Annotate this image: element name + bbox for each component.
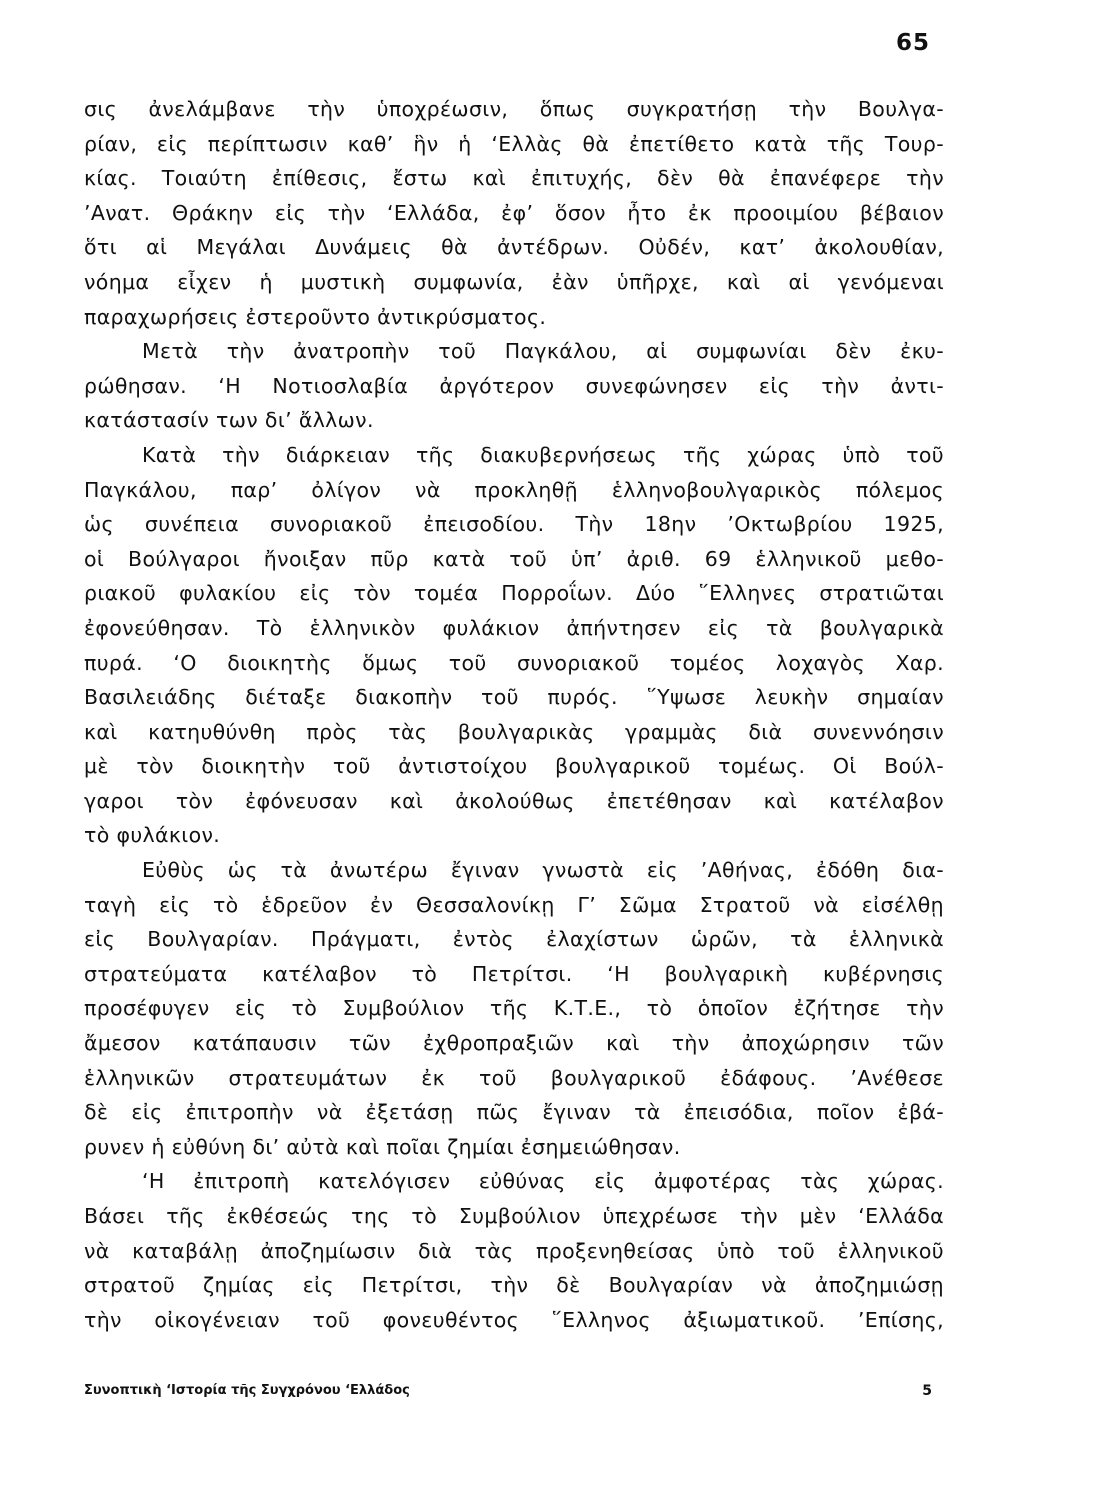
text-line: κίας. Τοιαύτη ἐπίθεσις, ἔστω καὶ ἐπιτυχής, δὲν θὰ ἐπανέφερε τὴν <box>84 166 944 191</box>
text-line: ὅτι αἱ Μεγάλαι Δυνάμεις θὰ ἀντέδρων. Οὐδέν, κατ’ ἀκολουθίαν, <box>84 235 944 260</box>
text-line: οἱ Βούλγαροι ἤνοιξαν πῦρ κατὰ τοῦ ὑπ’ ἀριθ. 69 ἑλληνικοῦ μεθο- <box>84 546 944 571</box>
text-line: δὲ εἰς ἐπιτροπὴν νὰ ἐξετάσῃ πῶς ἔγιναν τὰ ἐπεισόδια, ποῖον ἐβά- <box>84 1100 944 1125</box>
text-line: νὰ καταβάλῃ ἀποζημίωσιν διὰ τὰς προξενηθείσας ὑπὸ τοῦ ἑλληνικοῦ <box>84 1238 944 1263</box>
text-line: εἰς Βουλγαρίαν. Πράγματι, ἐντὸς ἐλαχίστων ὡρῶν, τὰ ἑλληνικὰ <box>84 927 944 952</box>
body-text <box>84 92 944 1337</box>
page-footer <box>84 1383 932 1399</box>
text-line: Βάσει τῆς ἐκθέσεώς της τὸ Συμβούλιον ὑπεχρέωσε τὴν μὲν ‘Ελλάδα <box>84 1204 944 1228</box>
text-line: ἑλληνικῶν στρατευμάτων ἐκ τοῦ βουλγαρικοῦ ἐδάφους. ’Ανέθεσε <box>84 1065 944 1090</box>
text-line: στρατεύματα κατέλαβον τὸ Πετρίτσι. ‘Η βουλγαρικὴ κυβέρνησις <box>84 961 944 986</box>
text-line: παραχωρήσεις ἐστεροῦντο ἀντικρύσματος. <box>84 304 547 329</box>
text-line: ὡς συνέπεια συνοριακοῦ ἐπεισοδίου. Τὴν 18ην ’Οκτωβρίου 1925, <box>84 512 944 537</box>
text-line: Κατὰ τὴν διάρκειαν τῆς διακυβερνήσεως τῆς χώρας ὑπὸ τοῦ <box>142 442 944 467</box>
text-line: ριακοῦ φυλακίου εἰς τὸν τομέα Πορροΐων. Δύο ῞Ελληνες στρατιῶται <box>84 581 944 606</box>
text-line: κατάστασίν των δι’ ἄλλων. <box>84 408 374 433</box>
text-line: νόημα εἶχεν ἡ μυστικὴ συμφωνία, ἐὰν ὑπῆρχε, καὶ αἱ γενόμεναι <box>84 269 944 294</box>
text-line: Παγκάλου, παρ’ ὀλίγον νὰ προκληθῇ ἑλληνοβουλγαρικὸς πόλεμος <box>84 477 944 502</box>
text-line: ταγὴ εἰς τὸ ἑδρεῦον ἐν Θεσσαλονίκῃ Γ’ Σῶμα Στρατοῦ νὰ εἰσέλθῃ <box>84 892 944 917</box>
text-line: σις ἀνελάμβανε τὴν ὑποχρέωσιν, ὅπως συγκρατήσῃ τὴν Βουλγα- <box>84 97 944 121</box>
text-line: ρίαν, εἰς περίπτωσιν καθ’ ἣν ἡ ‘Ελλὰς θὰ ἐπετίθετο κατὰ τῆς Τουρ- <box>84 131 944 156</box>
text-line: τὸ φυλάκιον. <box>84 823 221 848</box>
text-line: ἄμεσον κατάπαυσιν τῶν ἐχθροπραξιῶν καὶ τὴν ἀποχώρησιν τῶν <box>84 1031 944 1056</box>
text-line: στρατοῦ ζημίας εἰς Πετρίτσι, τὴν δὲ Βουλγαρίαν νὰ ἀποζημιώσῃ <box>84 1273 944 1298</box>
text-line: προσέφυγεν εἰς τὸ Συμβούλιον τῆς Κ.Τ.Ε., τὸ ὁποῖον ἐζήτησε τὴν <box>84 996 944 1021</box>
text-line: καὶ κατηυθύνθη πρὸς τὰς βουλγαρικὰς γραμμὰς διὰ συνεννόησιν <box>84 719 944 744</box>
text-line: ἐφονεύθησαν. Τὸ ἑλληνικὸν φυλάκιον ἀπήντησεν εἰς τὰ βουλγαρικὰ <box>84 615 944 640</box>
text-line: Βασιλειάδης διέταξε διακοπὴν τοῦ πυρός. ῞Υψωσε λευκὴν σημαίαν <box>84 685 944 710</box>
text-line: τὴν οἰκογένειαν τοῦ φονευθέντος ῞Ελληνος ἀξιωματικοῦ. ’Επίσης, <box>84 1307 944 1332</box>
text-line: ρώθησαν. ‘Η Νοτιοσλαβία ἀργότερον συνεφώνησεν εἰς τὴν ἀντι- <box>84 373 944 398</box>
footer-book-title: Συνοπτικὴ ‘Ιστορία τῆς Συγχρόνου ‘Ελλάδος <box>84 1383 410 1398</box>
text-line: ρυνεν ἡ εὐθύνη δι’ αὐτὰ καὶ ποῖαι ζημίαι ἐσημειώθησαν. <box>84 1134 681 1159</box>
footer-signature-mark: 5 <box>922 1383 932 1399</box>
text-line: πυρά. ‘Ο διοικητὴς ὅμως τοῦ συνοριακοῦ τομέος λοχαγὸς Χαρ. <box>84 650 944 675</box>
text-line: Μετὰ τὴν ἀνατροπὴν τοῦ Παγκάλου, αἱ συμφωνίαι δὲν ἐκυ- <box>142 339 944 364</box>
text-line: ’Ανατ. Θράκην εἰς τὴν ‘Ελλάδα, ἐφ’ ὅσον ἦτο ἐκ προοιμίου βέβαιον <box>84 200 944 225</box>
text-line: γαροι τὸν ἐφόνευσαν καὶ ἀκολούθως ἐπετέθησαν καὶ κατέλαβον <box>84 788 944 813</box>
page-number: 65 <box>895 30 930 56</box>
text-line: Εὐθὺς ὡς τὰ ἀνωτέρω ἔγιναν γνωστὰ εἰς ’Αθήνας, ἐδόθη δια- <box>142 858 944 883</box>
text-line: ‘Η ἐπιτροπὴ κατελόγισεν εὐθύνας εἰς ἀμφοτέρας τὰς χώρας. <box>142 1169 944 1194</box>
text-line: μὲ τὸν διοικητὴν τοῦ ἀντιστοίχου βουλγαρικοῦ τομέως. Οἱ Βούλ- <box>84 754 944 779</box>
